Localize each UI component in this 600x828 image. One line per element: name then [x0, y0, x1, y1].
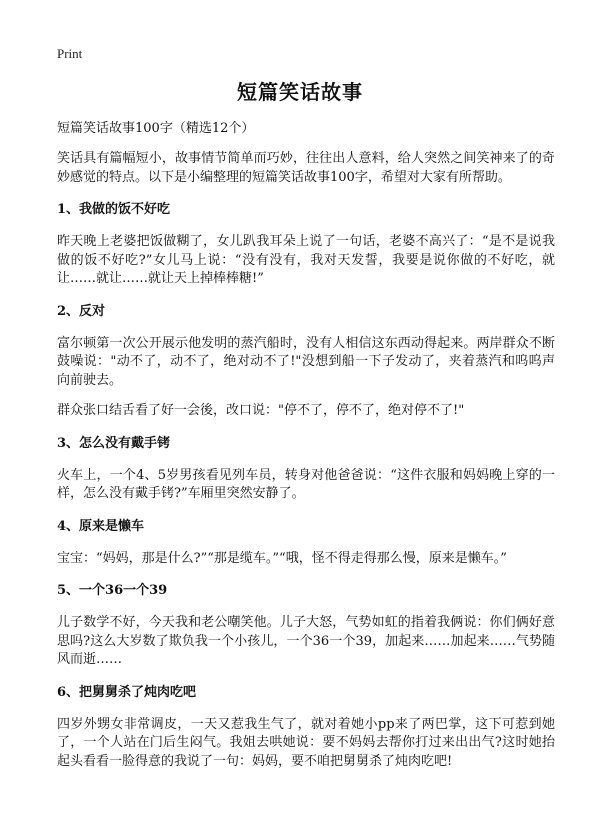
- section-paragraph: 富尔顿第一次公开展示他发明的蒸汽船时，没有人相信这东西动得起来。两岸群众不断鼓噪说："动不了，动不了，绝对动不了!"没想到船一下子发动了，夹着蒸汽和呜呜声向前驶去。: [57, 335, 555, 388]
- section-paragraph: 宝宝：“妈妈，那是什么?”“那是缆车。”“哦，怪不得走得那么慢，原来是懒车。”: [57, 550, 507, 566]
- document-subtitle: 短篇笑话故事100字（精选12个）: [57, 121, 255, 136]
- section-paragraph: 四岁外甥女非常调皮，一天又惹我生气了，就对着她小pp来了两巴掌，这下可惹到她了，一个人站在门后生闷气。我姐去哄她说：要不妈妈去帮你打过来出出气?这时她抬起头看看一脸得意的我说了一句：妈妈，要不咱把舅舅杀了炖肉吃吧!: [57, 716, 555, 769]
- section-heading: 2、反对: [57, 303, 106, 319]
- section-paragraph: 群众张口结舌看了好一会後，改口说："停不了，停不了，绝对停不了!": [57, 403, 465, 418]
- section-heading: 6、把舅舅杀了炖肉吃吧: [57, 684, 197, 700]
- intro-paragraph: 笑话具有篇幅短小，故事情节简单而巧妙，往往出人意料，给人突然之间笑神来了的奇妙感觉的特点。以下是小编整理的短篇笑话故事100字，希望对大家有所帮助。: [57, 151, 555, 185]
- document-title: 短篇笑话故事: [237, 80, 363, 104]
- section-heading: 5、一个36一个39: [57, 583, 168, 598]
- section-heading: 3、怎么没有戴手铐: [57, 435, 171, 451]
- section-paragraph: 火车上，一个4、5岁男孩看见列车员，转身对他爸爸说：“这件衣服和妈妈晚上穿的一样，怎么没有戴手铐?”车厢里突然安静了。: [57, 467, 555, 501]
- section-heading: 1、我做的饭不好吃: [57, 202, 171, 217]
- section-paragraph: 儿子数学不好，今天我和老公嘲笑他。儿子大怒，气势如虹的指着我俩说：你们俩好意思吗?这么大岁数了欺负我一个小孩儿，一个36一个39，加起来……加起来……气势随风而逝……: [57, 615, 555, 667]
- section-paragraph: 昨天晚上老婆把饭做糊了，女儿趴我耳朵上说了一句话，老婆不高兴了：“是不是说我做的饭不好吃?”女儿马上说：“没有没有，我对天发誓，我要是说你做的不好吃，就让……就让……就让天上掉棒棒糖!”: [57, 234, 555, 286]
- section-heading: 4、原来是懒车: [57, 518, 145, 534]
- document-body: [57, 120, 555, 783]
- print-link[interactable]: Print: [57, 46, 83, 61]
